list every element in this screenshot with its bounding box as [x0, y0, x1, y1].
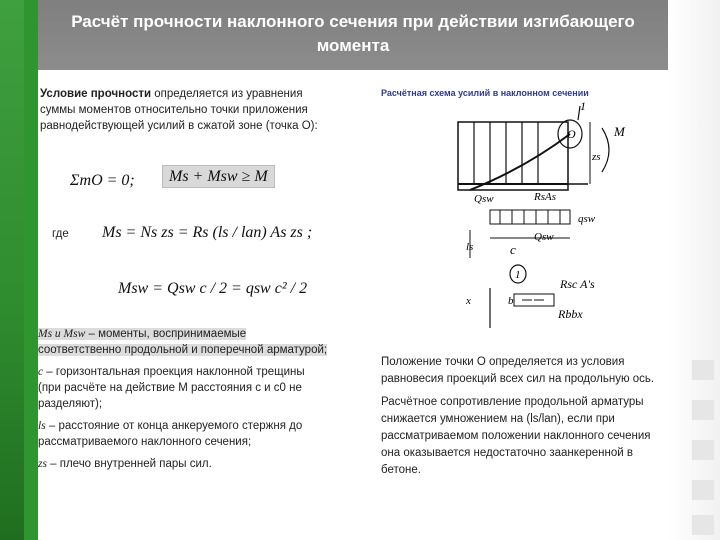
intro-bold: Условие прочности — [40, 88, 152, 100]
definitions-list — [38, 326, 328, 478]
rsas-label: RsAs — [534, 191, 556, 203]
explanation-paragraph-1: Положение точки О определяется из условия равновесия проекций всех сил на продольную ось. — [381, 356, 655, 385]
definition-text: – расстояние от конца анкеруемого стержня до рассматриваемого наклонного сечения; — [38, 420, 303, 448]
qsw-right-label: qsw — [578, 213, 596, 225]
explanation-paragraph-2: Расчётное сопротивление продольной арматуры снижается умножением на (ls/lan), если при рассматриваемом положении наклонного сечения она оказывается недостаточно заанкеренной в бетоне. — [381, 396, 651, 476]
right-decor-block — [692, 515, 714, 535]
qsw-mid-label: Qsw — [534, 231, 554, 243]
right-decor-block — [692, 400, 714, 420]
formula-msw — [118, 280, 307, 298]
moment-arc — [602, 128, 609, 172]
formula-sum — [70, 172, 135, 190]
scheme-caption: Расчётная схема усилий в наклонном сечении — [381, 88, 589, 98]
rsca-label: Rsc A's — [560, 277, 595, 291]
ls-label: ls — [466, 241, 474, 253]
page-title: Расчёт прочности наклонного сечения при действии изгибающего момента — [71, 12, 635, 55]
formula-msw-text: Msw = Qsw c / 2 = qsw c² / 2 — [118, 280, 308, 297]
b-label: b — [508, 295, 514, 307]
formula-condition — [162, 168, 275, 186]
intro-text — [40, 86, 340, 134]
formula-sum-text: ΣmO = 0; — [70, 172, 135, 189]
qsw-top-label: Qsw — [474, 193, 494, 205]
definition-text: – моменты, воспринимаемые соответственно продольной и поперечной арматурой; — [38, 328, 328, 356]
section-1-label: 1 — [515, 269, 521, 281]
definition-item — [38, 326, 328, 358]
left-decor-band — [0, 0, 24, 540]
point-o-label: O — [567, 127, 576, 141]
right-decor-strip — [668, 0, 720, 540]
label-1: 1 — [580, 99, 586, 113]
right-decor-block — [692, 360, 714, 380]
right-decor-block — [692, 440, 714, 460]
definition-symbol: zs — [38, 458, 47, 470]
intro-rest: определяется из уравнения суммы моментов относительно точки приложения равнодействующей усилий в сжатой зоне (точка О): — [40, 88, 318, 132]
zs-label: zs — [592, 151, 601, 163]
definition-item — [38, 418, 328, 450]
gde-label: где — [52, 228, 69, 240]
definition-symbol: ls — [38, 420, 46, 432]
moment-label: M — [614, 124, 625, 139]
intro-block — [40, 86, 340, 134]
formula-ms — [102, 224, 312, 242]
definition-symbol: Ms и Msw — [38, 328, 86, 340]
definition-item — [38, 364, 328, 412]
formula-ms-text: Ms = Ns zs = Rs (ls / lan) As zs ; — [102, 224, 313, 241]
x-label: x — [466, 295, 471, 307]
left-green-bar — [24, 0, 38, 540]
definition-text: – плечо внутренней пары сил. — [46, 458, 212, 470]
right-explanation — [381, 354, 671, 485]
definition-text: – горизонтальная проекция наклонной трещины (при расчёте на действие М расстояния с и с0 не разделяют); — [38, 366, 305, 410]
qsw-load-band — [490, 210, 570, 224]
formula-condition-text: Ms + Msw ≥ M — [162, 165, 275, 188]
definition-symbol: c — [38, 366, 44, 378]
force-scheme-diagram — [430, 98, 640, 338]
c-label: c — [510, 242, 516, 257]
definition-item — [38, 456, 328, 472]
right-decor-block — [692, 480, 714, 500]
rbbx-label: Rbbx — [558, 307, 583, 321]
